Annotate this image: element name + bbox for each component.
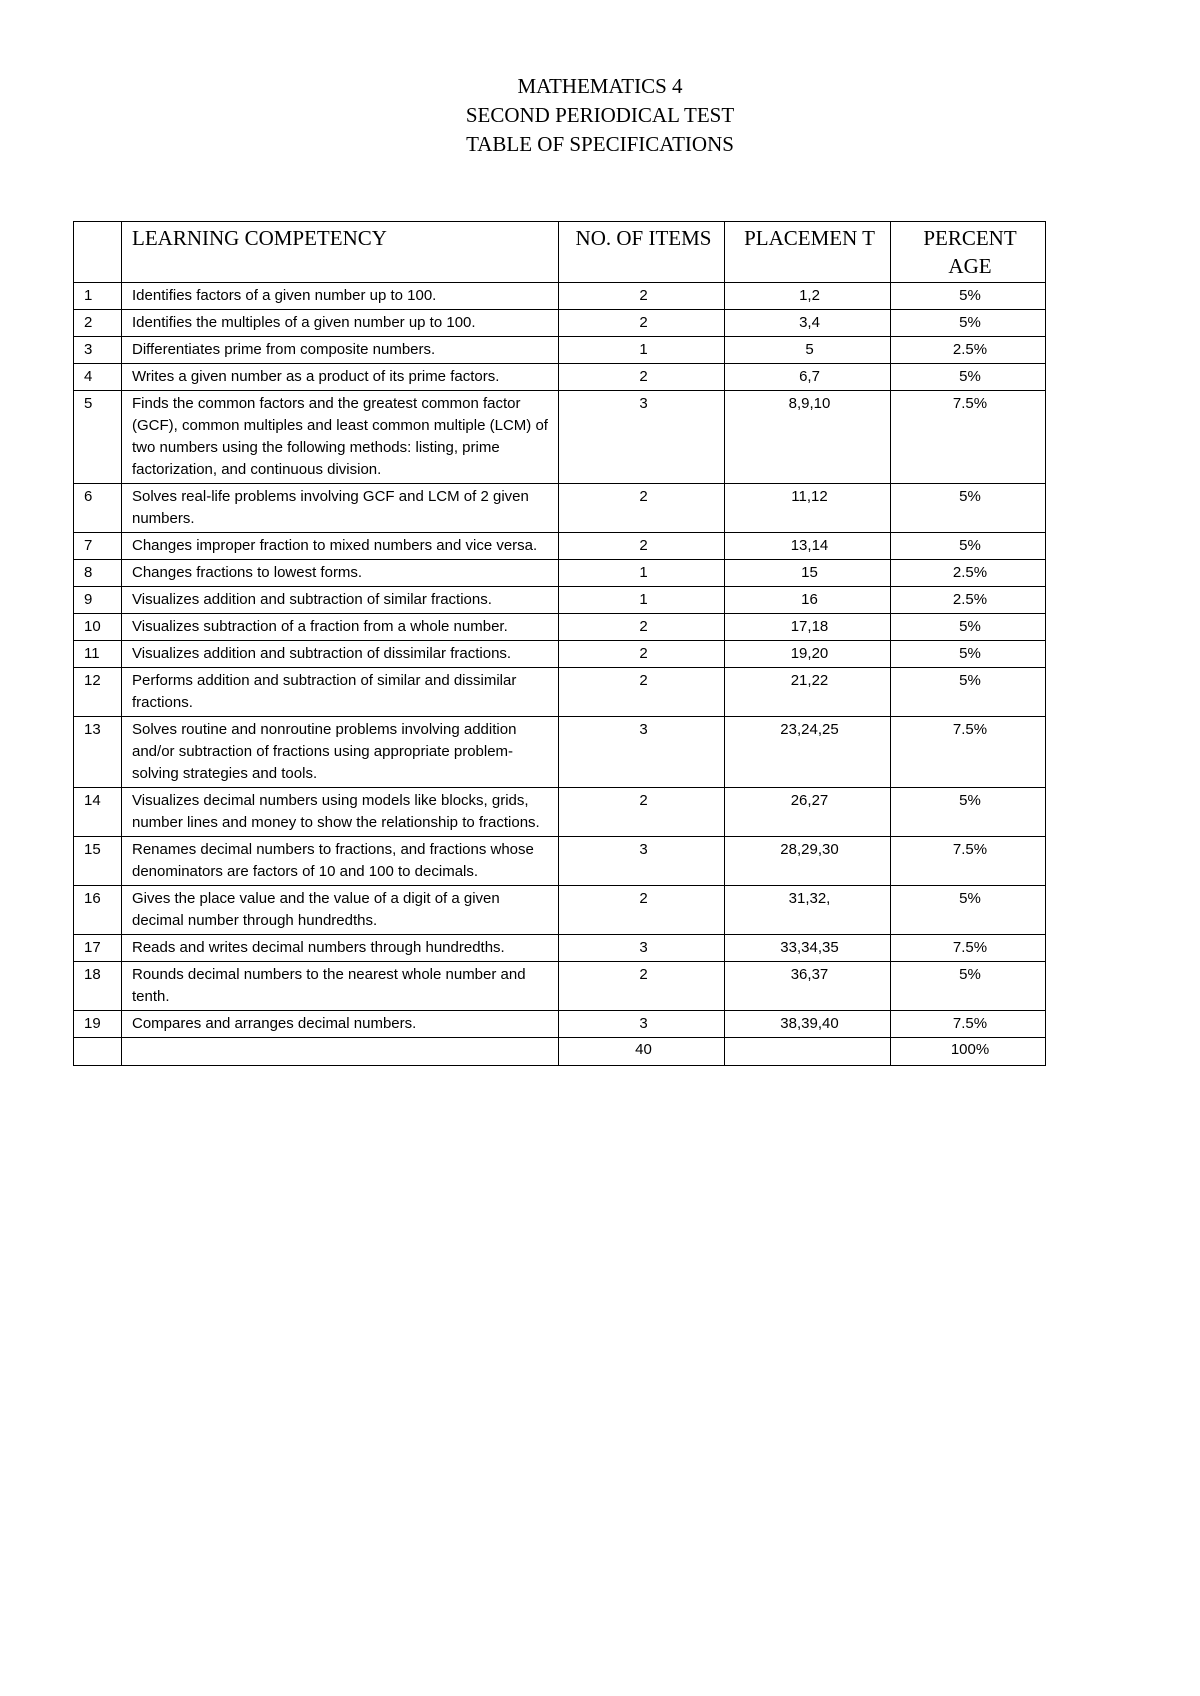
items-cell: 3: [559, 391, 725, 484]
percentage-cell: 5%: [891, 641, 1046, 668]
percentage-cell: 2.5%: [891, 587, 1046, 614]
row-number: 16: [74, 886, 122, 935]
percentage-cell: 5%: [891, 364, 1046, 391]
placement-cell: 28,29,30: [725, 837, 891, 886]
competency-cell: Performs addition and subtraction of similar and dissimilar fractions.: [122, 668, 559, 717]
row-number: 7: [74, 533, 122, 560]
test-title: SECOND PERIODICAL TEST: [465, 103, 735, 127]
table-row: [74, 560, 1046, 587]
table-row: [74, 837, 1046, 886]
items-cell: 1: [559, 337, 725, 364]
items-cell: 2: [559, 668, 725, 717]
percentage-cell: 7.5%: [891, 1011, 1046, 1038]
items-cell: 2: [559, 283, 725, 310]
row-number: 6: [74, 484, 122, 533]
placement-cell: 3,4: [725, 310, 891, 337]
placement-cell: 17,18: [725, 614, 891, 641]
row-number: 11: [74, 641, 122, 668]
percentage-cell: 7.5%: [891, 935, 1046, 962]
competency-cell: Identifies the multiples of a given number up to 100.: [122, 310, 559, 337]
items-cell: 2: [559, 533, 725, 560]
row-number: 4: [74, 364, 122, 391]
table-row: [74, 533, 1046, 560]
table-row: [74, 962, 1046, 1011]
total-row: [74, 1038, 1046, 1066]
row-number: 3: [74, 337, 122, 364]
items-cell: 2: [559, 484, 725, 533]
table-row: [74, 1011, 1046, 1038]
percentage-cell: 5%: [891, 283, 1046, 310]
items-cell: 2: [559, 364, 725, 391]
row-number: 2: [74, 310, 122, 337]
items-cell: 1: [559, 587, 725, 614]
row-number: 9: [74, 587, 122, 614]
table-header-row: [74, 222, 1046, 283]
placement-cell: 16: [725, 587, 891, 614]
items-cell: 2: [559, 886, 725, 935]
row-number: 10: [74, 614, 122, 641]
placement-cell: 19,20: [725, 641, 891, 668]
placement-cell: 31,32,: [725, 886, 891, 935]
competency-cell: Visualizes subtraction of a fraction from a whole number.: [122, 614, 559, 641]
percentage-cell: 5%: [891, 533, 1046, 560]
competency-cell: Solves real-life problems involving GCF and LCM of 2 given numbers.: [122, 484, 559, 533]
table-row: [74, 587, 1046, 614]
competency-column-header: LEARNING COMPETENCY: [122, 222, 559, 283]
percentage-cell: 5%: [891, 668, 1046, 717]
table-row: [74, 484, 1046, 533]
row-number: 19: [74, 1011, 122, 1038]
placement-cell: 1,2: [725, 283, 891, 310]
row-number: 15: [74, 837, 122, 886]
table-title: TABLE OF SPECIFICATIONS: [466, 132, 734, 156]
table-row: [74, 668, 1046, 717]
percentage-cell: 5%: [891, 310, 1046, 337]
items-cell: 2: [559, 614, 725, 641]
items-cell: 2: [559, 788, 725, 837]
table-row: [74, 641, 1046, 668]
table-row: [74, 935, 1046, 962]
row-number: 1: [74, 283, 122, 310]
items-cell: 2: [559, 962, 725, 1011]
placement-cell: 6,7: [725, 364, 891, 391]
row-number: 8: [74, 560, 122, 587]
competency-cell: Identifies factors of a given number up to 100.: [122, 283, 559, 310]
subject-title: MATHEMATICS 4: [517, 74, 683, 98]
percentage-cell: 7.5%: [891, 717, 1046, 788]
items-cell: 3: [559, 935, 725, 962]
placement-column-header: PLACEMEN T: [725, 222, 891, 283]
items-column-header: NO. OF ITEMS: [559, 222, 725, 283]
percentage-cell: 5%: [891, 788, 1046, 837]
percentage-cell: 5%: [891, 886, 1046, 935]
percentage-cell: 7.5%: [891, 391, 1046, 484]
row-number: 14: [74, 788, 122, 837]
competency-cell: Visualizes addition and subtraction of dissimilar fractions.: [122, 641, 559, 668]
table-row: [74, 391, 1046, 484]
row-number: 17: [74, 935, 122, 962]
items-cell: 3: [559, 1011, 725, 1038]
placement-cell: 23,24,25: [725, 717, 891, 788]
placement-cell: 8,9,10: [725, 391, 891, 484]
table-row: [74, 337, 1046, 364]
placement-cell: 33,34,35: [725, 935, 891, 962]
table-row: [74, 717, 1046, 788]
total-blank-number: [74, 1038, 122, 1066]
competency-cell: Compares and arranges decimal numbers.: [122, 1011, 559, 1038]
competency-cell: Renames decimal numbers to fractions, and fractions whose denominators are factors of 10 and 100 to decimals.: [122, 837, 559, 886]
competency-cell: Changes improper fraction to mixed numbers and vice versa.: [122, 533, 559, 560]
number-column-header: [74, 222, 122, 283]
percentage-cell: 5%: [891, 962, 1046, 1011]
table-row: [74, 886, 1046, 935]
competency-cell: Finds the common factors and the greatest common factor (GCF), common multiples and least common multiple (LCM) of two numbers using the following methods: listing, prime factorization, and continuous division.: [122, 391, 559, 484]
competency-cell: Visualizes decimal numbers using models like blocks, grids, number lines and money to show the relationship to fractions.: [122, 788, 559, 837]
items-cell: 3: [559, 837, 725, 886]
table-row: [74, 614, 1046, 641]
competency-cell: Writes a given number as a product of its prime factors.: [122, 364, 559, 391]
placement-cell: 13,14: [725, 533, 891, 560]
total-items-cell: 40: [559, 1038, 725, 1066]
competency-cell: Changes fractions to lowest forms.: [122, 560, 559, 587]
placement-cell: 15: [725, 560, 891, 587]
percentage-cell: 5%: [891, 484, 1046, 533]
competency-cell: Gives the place value and the value of a digit of a given decimal number through hundredths.: [122, 886, 559, 935]
placement-cell: 38,39,40: [725, 1011, 891, 1038]
specifications-table: [73, 221, 1046, 1066]
placement-cell: 26,27: [725, 788, 891, 837]
placement-cell: 36,37: [725, 962, 891, 1011]
competency-cell: Rounds decimal numbers to the nearest whole number and tenth.: [122, 962, 559, 1011]
percentage-column-header: PERCENT AGE: [891, 222, 1046, 283]
items-cell: 3: [559, 717, 725, 788]
row-number: 13: [74, 717, 122, 788]
competency-cell: Visualizes addition and subtraction of similar fractions.: [122, 587, 559, 614]
placement-cell: 21,22: [725, 668, 891, 717]
competency-cell: Differentiates prime from composite numbers.: [122, 337, 559, 364]
row-number: 12: [74, 668, 122, 717]
items-cell: 2: [559, 641, 725, 668]
total-percentage-cell: 100%: [891, 1038, 1046, 1066]
total-blank-placement: [725, 1038, 891, 1066]
items-cell: 1: [559, 560, 725, 587]
table-row: [74, 364, 1046, 391]
competency-cell: Reads and writes decimal numbers through hundredths.: [122, 935, 559, 962]
percentage-cell: 2.5%: [891, 337, 1046, 364]
total-blank-competency: [122, 1038, 559, 1066]
items-cell: 2: [559, 310, 725, 337]
percentage-cell: 2.5%: [891, 560, 1046, 587]
row-number: 18: [74, 962, 122, 1011]
placement-cell: 11,12: [725, 484, 891, 533]
placement-cell: 5: [725, 337, 891, 364]
percentage-cell: 5%: [891, 614, 1046, 641]
document-header: [0, 72, 1200, 159]
table-body: [74, 283, 1046, 1066]
table-row: [74, 310, 1046, 337]
row-number: 5: [74, 391, 122, 484]
table-row: [74, 788, 1046, 837]
percentage-cell: 7.5%: [891, 837, 1046, 886]
competency-cell: Solves routine and nonroutine problems involving addition and/or subtraction of fractions using appropriate problem-solving strategies and tools.: [122, 717, 559, 788]
table-row: [74, 283, 1046, 310]
